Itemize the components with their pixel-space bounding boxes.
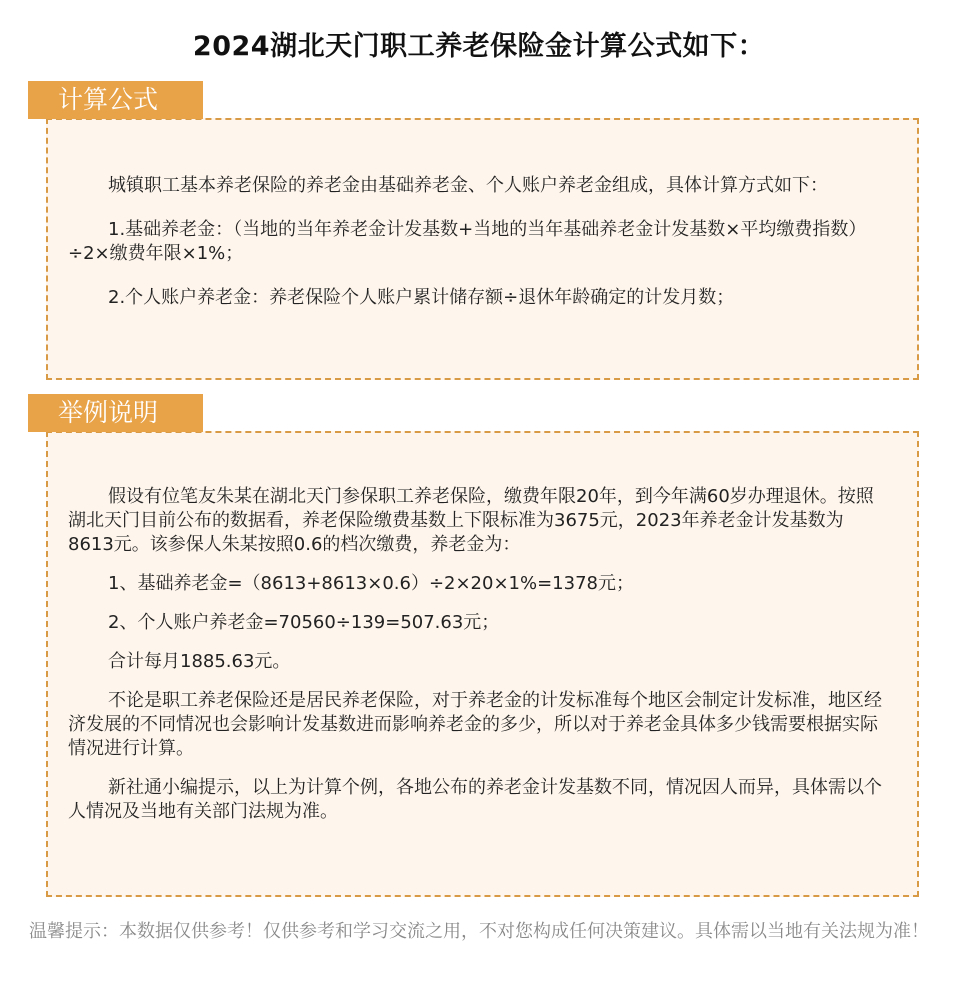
- formula-panel: [46, 118, 919, 380]
- formula-intro: 城镇职工基本养老保险的养老金由基础养老金、个人账户养老金组成，具体计算方式如下：: [108, 175, 828, 196]
- disclaimer-footer: 温馨提示：本数据仅供参考！仅供参考和学习交流之用，不对您构成任何决策建议。具体需以当地有关法规为准！: [29, 921, 929, 942]
- example-tip: 新社通小编提示，以上为计算个例，各地公布的养老金计发基数不同，情况因人而异，具体需以个人情况及当地有关部门法规为准。: [68, 777, 882, 822]
- formula-personal-account: 2.个人账户养老金：养老保险个人账户累计储存额÷退休年龄确定的计发月数；: [108, 287, 735, 308]
- formula-basic-pension: 1.基础养老金：（当地的当年养老金计发基数+当地的当年基础养老金计发基数×平均缴费指数）÷2×缴费年限×1%；: [68, 219, 867, 264]
- example-panel: [46, 431, 919, 897]
- section-heading-formula: 计算公式: [28, 81, 203, 119]
- example-basic-pension: 1、基础养老金=（8613+8613×0.6）÷2×20×1%=1378元；: [108, 573, 634, 594]
- section-heading-example: 举例说明: [28, 394, 203, 432]
- example-scenario: 假设有位笔友朱某在湖北天门参保职工养老保险，缴费年限20年，到今年满60岁办理退休。按照湖北天门目前公布的数据看，养老保险缴费基数上下限标准为3675元，2023年养老金计发基数为8613元。该参保人朱某按照0.6的档次缴费，养老金为：: [68, 486, 874, 555]
- example-total: 合计每月1885.63元。: [108, 651, 291, 672]
- example-personal-account: 2、个人账户养老金=70560÷139=507.63元；: [108, 612, 500, 633]
- page-title: 2024湖北天门职工养老保险金计算公式如下：: [192, 31, 766, 62]
- example-note: 不论是职工养老保险还是居民养老保险，对于养老金的计发标准每个地区会制定计发标准，地区经济发展的不同情况也会影响计发基数进而影响养老金的多少，所以对于养老金具体多少钱需要根据实际情况进行计算。: [68, 690, 882, 759]
